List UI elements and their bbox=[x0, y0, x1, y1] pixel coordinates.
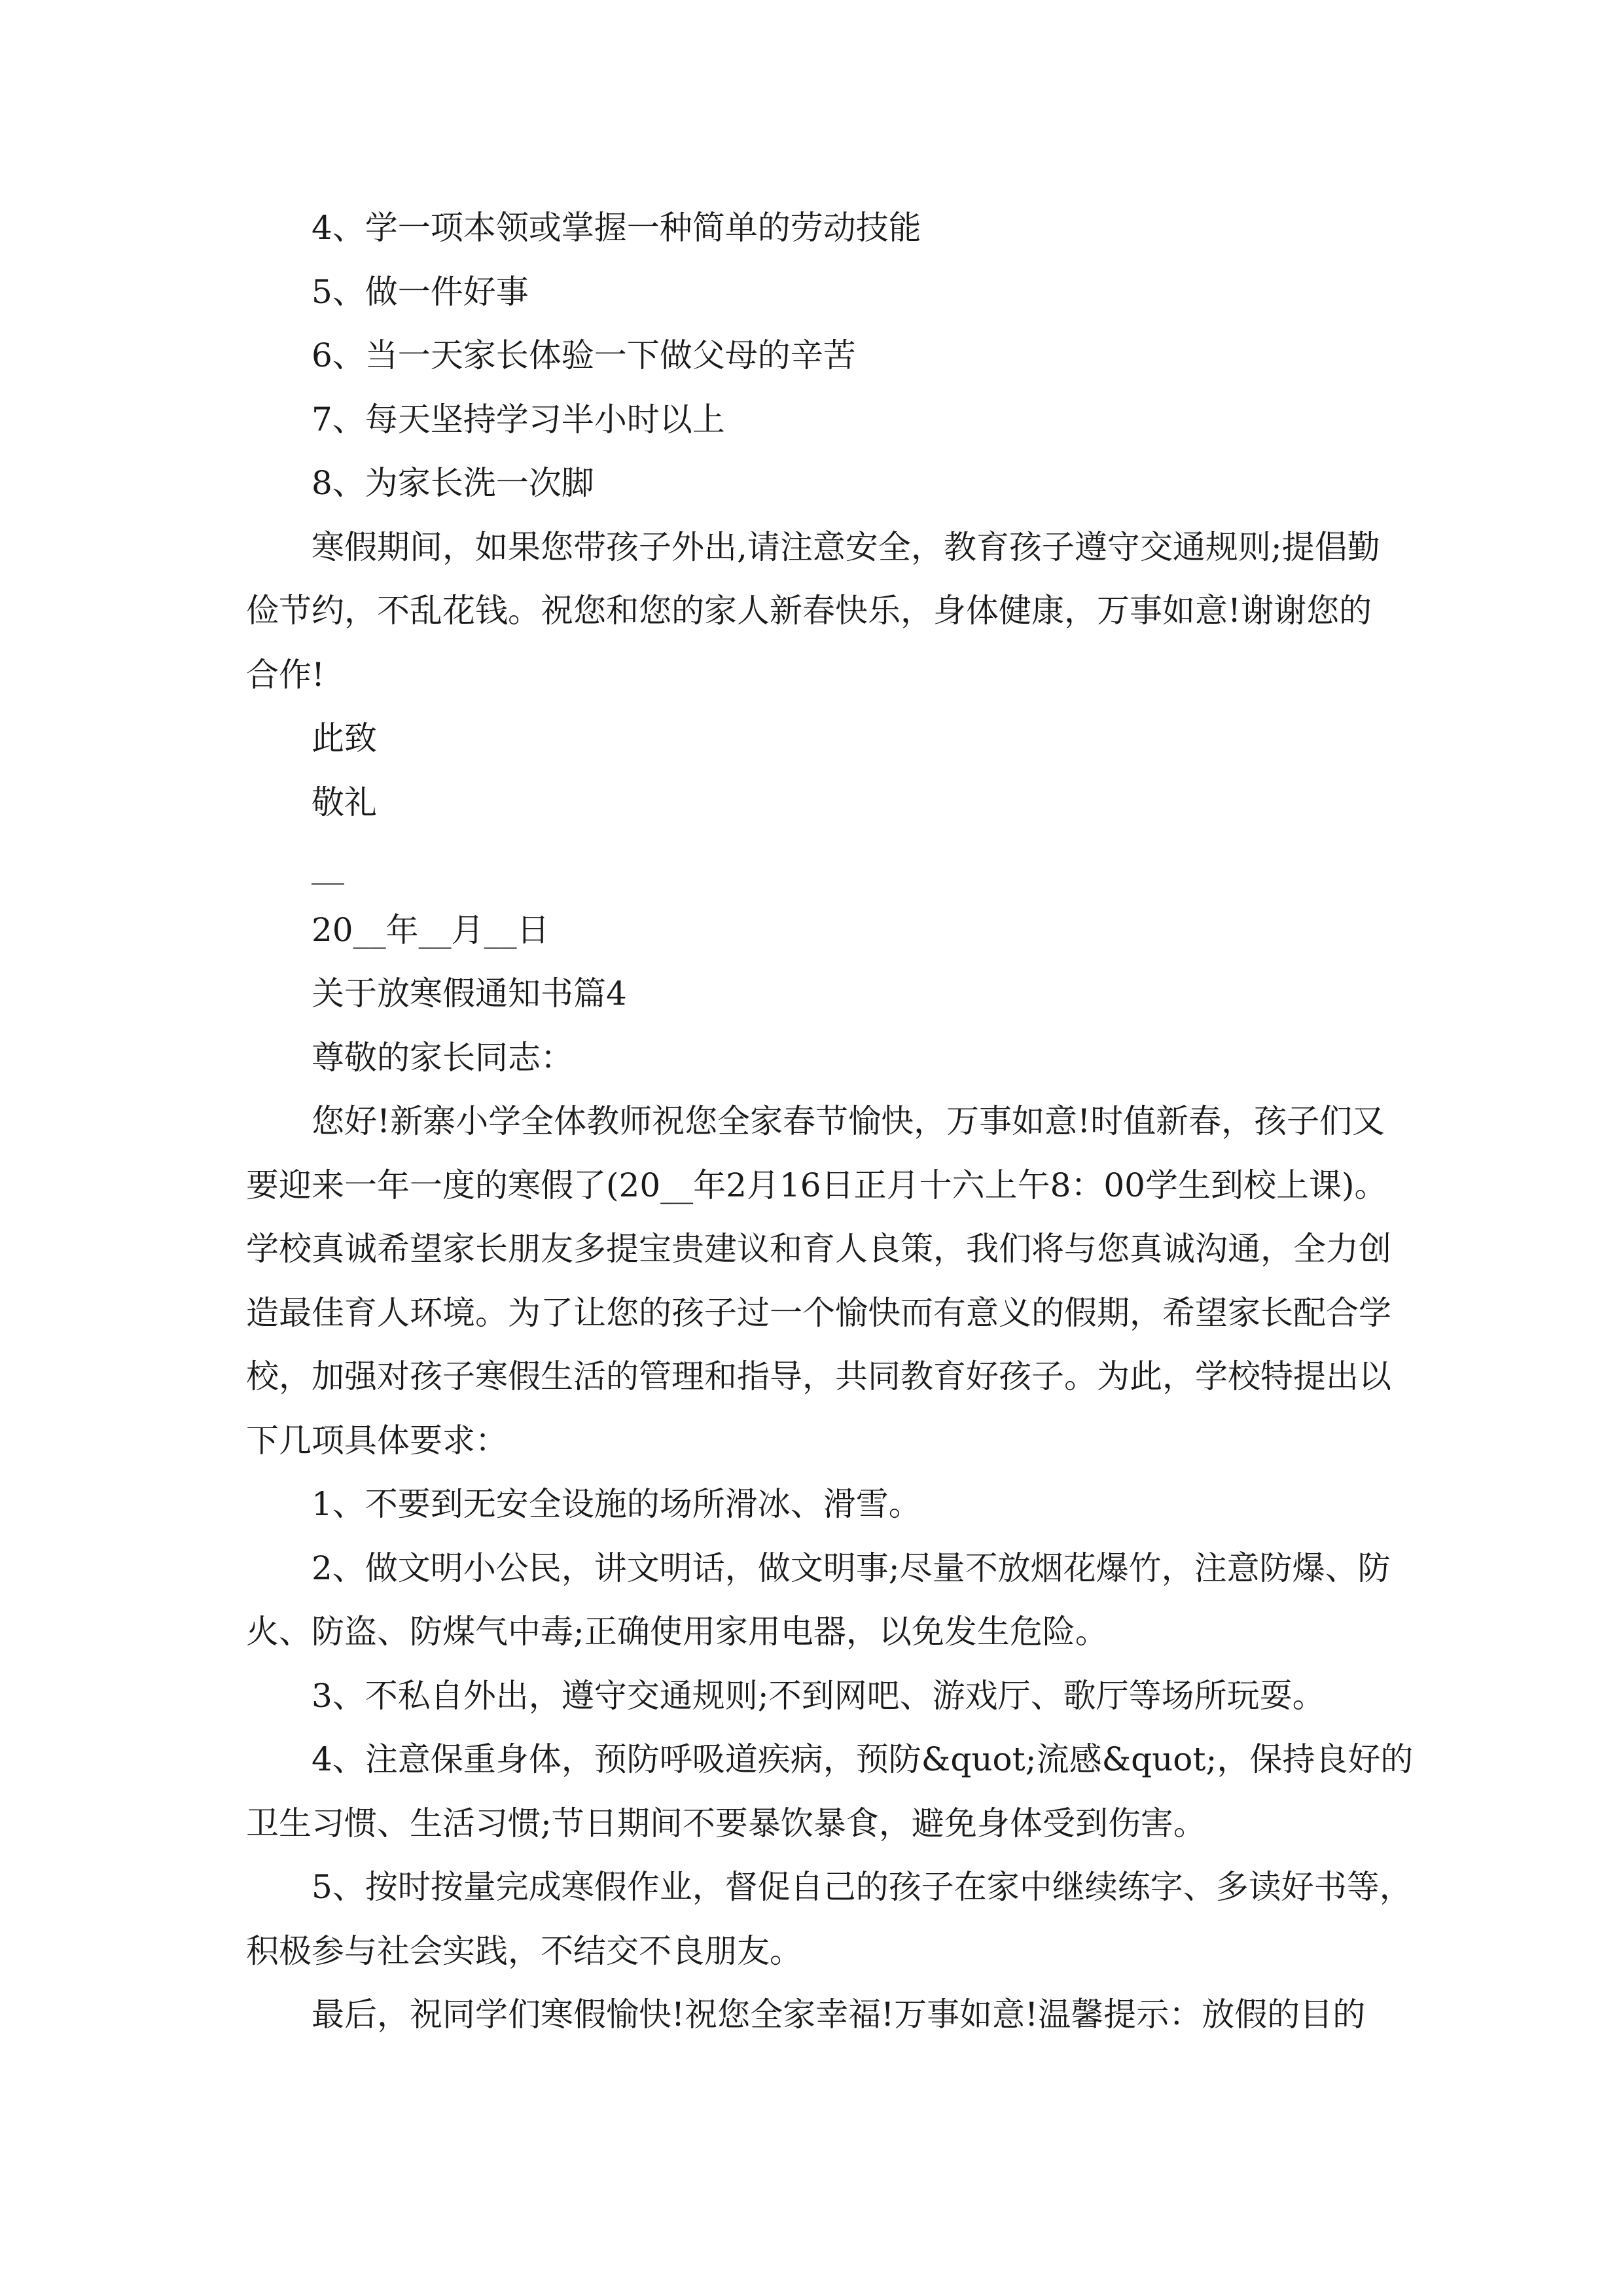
closing-regards: 敬礼 bbox=[312, 783, 377, 821]
paragraph-line: 您好!新寨小学全体教师祝您全家春节愉快，万事如意!时值新春，孩子们又 bbox=[312, 1102, 1385, 1140]
section-title: 关于放寒假通知书篇4 bbox=[312, 975, 627, 1013]
list-item: 7、每天坚持学习半小时以上 bbox=[312, 400, 725, 439]
paragraph-line: 俭节约，不乱花钱。祝您和您的家人新春快乐，身体健康，万事如意!谢谢您的 bbox=[246, 592, 1372, 630]
closing-salutation: 此致 bbox=[312, 719, 377, 757]
paragraph-line: 寒假期间，如果您带孩子外出,请注意安全，教育孩子遵守交通规则;提倡勤 bbox=[312, 528, 1380, 566]
list-item: 8、为家长洗一次脚 bbox=[312, 464, 594, 502]
list-item: 5、做一件好事 bbox=[312, 272, 529, 311]
paragraph-line: 学校真诚希望家长朋友多提宝贵建议和育人良策，我们将与您真诚沟通，全力创 bbox=[246, 1230, 1391, 1268]
paragraph-line: 最后，祝同学们寒假愉快!祝您全家幸福!万事如意!温馨提示：放假的目的 bbox=[312, 1996, 1366, 2034]
paragraph-line: 合作! bbox=[246, 655, 325, 694]
list-item: 1、不要到无安全设施的场所滑冰、滑雪。 bbox=[312, 1485, 921, 1523]
paragraph-line: 造最佳育人环境。为了让您的孩子过一个愉快而有意义的假期，希望家长配合学 bbox=[246, 1293, 1391, 1332]
paragraph-line: 校，加强对孩子寒假生活的管理和指导，共同教育好孩子。为此，学校特提出以 bbox=[246, 1357, 1391, 1395]
date-line: 20__年__月__日 bbox=[312, 910, 550, 949]
list-item: 4、注意保重身体，预防呼吸道疾病，预防&quot;流感&quot;，保持良好的 bbox=[312, 1740, 1414, 1778]
list-item-continuation: 积极参与社会实践，不结交不良朋友。 bbox=[246, 1931, 802, 1970]
list-item: 5、按时按量完成寒假作业，督促自己的孩子在家中继续练字、多读好书等， bbox=[312, 1868, 1412, 1906]
list-item-continuation: 火、防盗、防煤气中毒;正确使用家用电器，以免发生危险。 bbox=[246, 1613, 1108, 1651]
document-body bbox=[246, 196, 1414, 2047]
signature-blank: __ bbox=[312, 847, 344, 885]
greeting: 尊敬的家长同志： bbox=[312, 1038, 573, 1077]
list-item: 6、当一天家长体验一下做父母的辛苦 bbox=[312, 336, 856, 374]
list-item: 2、做文明小公民，讲文明话，做文明事;尽量不放烟花爆竹，注意防爆、防 bbox=[312, 1549, 1391, 1587]
list-item: 3、不私自外出，遵守交通规则;不到网吧、游戏厅、歌厅等场所玩耍。 bbox=[312, 1676, 1325, 1715]
list-item-continuation: 卫生习惯、生活习惯;节日期间不要暴饮暴食，避免身体受到伤害。 bbox=[246, 1804, 1206, 1842]
paragraph-line: 下几项具体要求： bbox=[246, 1421, 508, 1460]
paragraph-line: 要迎来一年一度的寒假了(20__年2月16日正月十六上午8：00学生到校上课)。 bbox=[246, 1166, 1387, 1204]
list-item: 4、学一项本领或掌握一种简单的劳动技能 bbox=[312, 209, 921, 247]
